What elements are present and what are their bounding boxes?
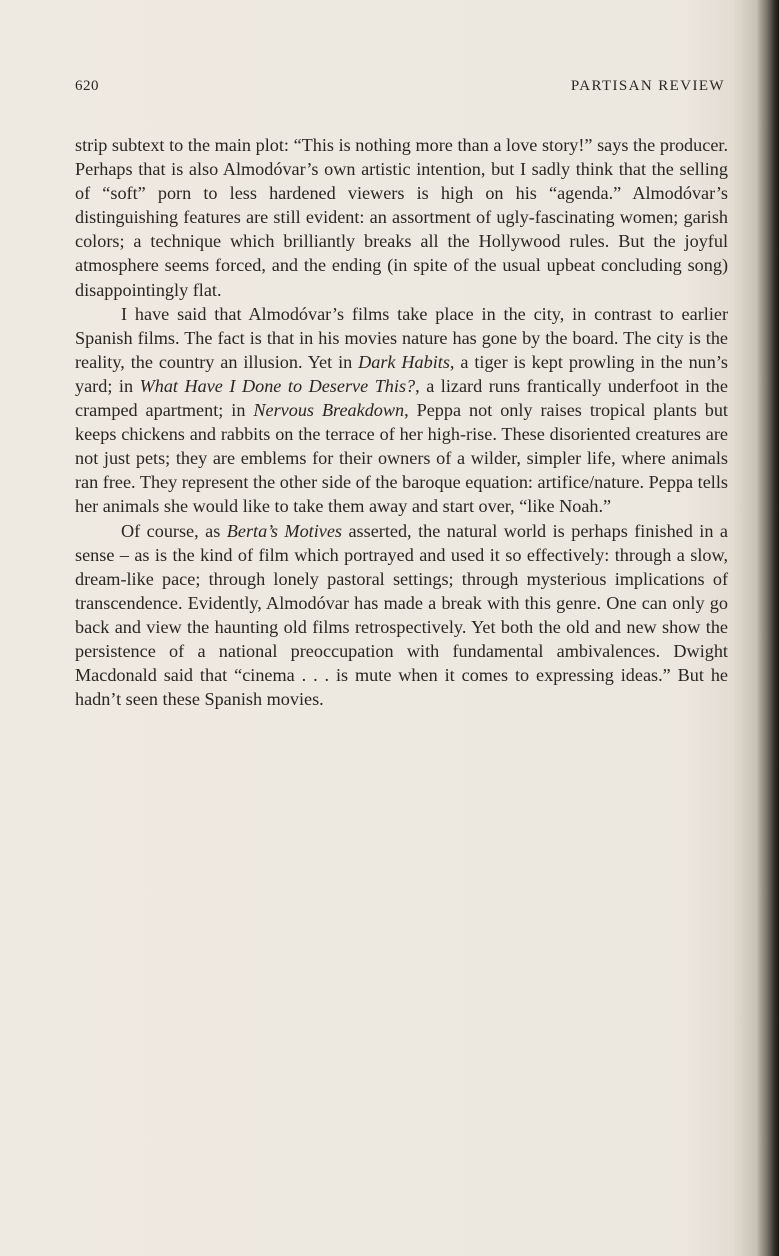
text-segment: strip subtext to the main plot: “This is nothing more than a love story!” says the producer. Perhaps that is also Almodóvar’s own artistic intention, but I sadly think that the selling of “soft” porn to less hardened viewers is high on his “agenda.” Almodóvar’s distinguishing features are still evident: an assortment of ugly-fascinating women; garish colors; a technique which brilliantly breaks all the Hollywood rules. But the joyful atmosphere seems forced, and the ending (in spite of the usual upbeat concluding song) disappointingly flat.	[75, 135, 728, 300]
page-number: 620	[75, 78, 99, 94]
text-segment: , Peppa not only raises tropical plants but keeps chickens and rabbits on the terrace of her high-rise. These disoriented creatures are not just pets; they are emblems for their owners of a wilder, simpler life, where animals ran free. They represent the other side of the baroque equation: artifice/nature. Peppa tells her animals she would like to take them away and start over, “like Noah.”	[75, 400, 728, 517]
text-segment: asserted, the natural world is perhaps finished in a sense – as is the kind of film which portrayed and used it so effectively: through a slow, dream-like pace; through lonely pastoral settings; through mysterious implications of transcendence. Evidently, Almodóvar has made a break with this genre. One can only go back and view the haunting old films retrospectively. Yet both the old and new show the persistence of a national preoccupation with fundamental ambivalences. Dwight Macdonald said that “cinema . . . is mute when it comes to expressing ideas.” But he hadn’t seen these Spanish movies.	[75, 520, 728, 710]
film-title-nervous-breakdown: Nervous Breakdown	[253, 400, 405, 421]
text-segment: , a lizard runs frantically underfoot in the cramped apartment; in	[75, 375, 728, 421]
running-head	[75, 78, 725, 100]
page-gutter-shadow	[757, 0, 779, 1256]
film-title-bertas-motives: Berta’s Motives	[226, 520, 343, 541]
text-segment: I have said that Almodóvar’s films take place in the city, in contrast to earlier Spanish films. The fact is that in his movies nature has gone by the board. The city is the reality, the country an illusion. Yet in	[75, 303, 728, 372]
article-body	[75, 133, 728, 711]
paragraph-1	[75, 133, 728, 302]
film-title-what-have-i-done: What Have I Done to Deserve This?	[139, 375, 416, 396]
journal-title: PARTISAN REVIEW	[570, 78, 725, 94]
text-segment: , a tiger is kept prowling in the nun’s yard; in	[75, 351, 728, 396]
text-segment: Of course, as	[121, 520, 227, 541]
paragraph-3	[75, 519, 728, 712]
film-title-dark-habits: Dark Habits	[358, 351, 450, 372]
paragraph-2	[75, 302, 728, 519]
